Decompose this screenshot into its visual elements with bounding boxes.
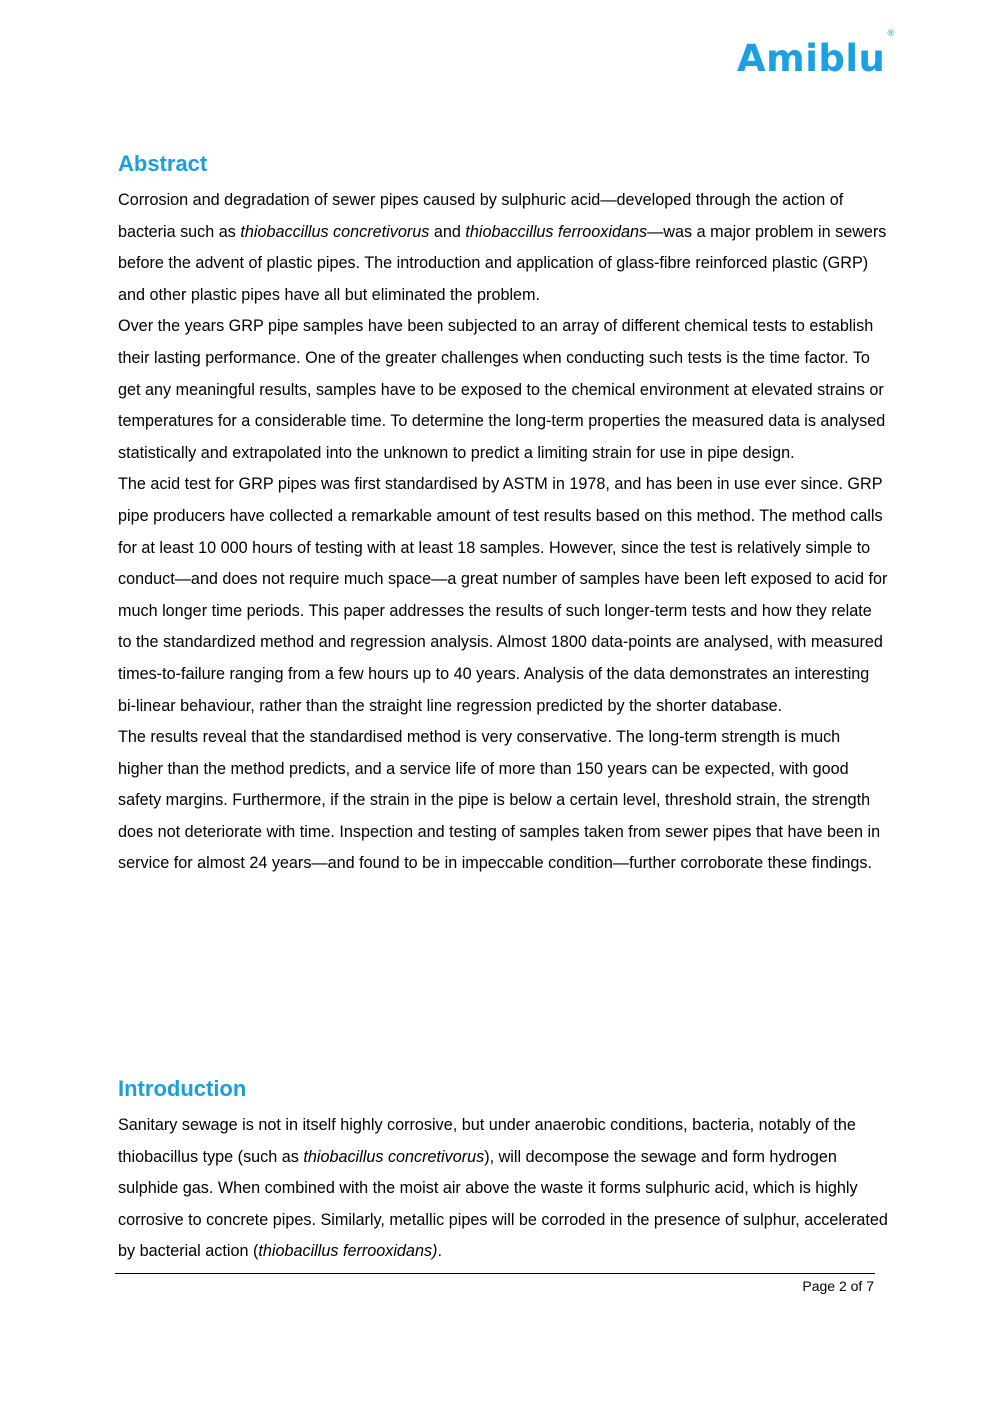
introduction-body — [118, 1110, 888, 1268]
paragraph — [118, 722, 888, 880]
text-run: ), will decompose the sewage and form hydrogen sulphide gas. When combined with the moist air above the waste it forms sulphuric acid, which is highly corrosive to concrete pipes. Similarly, metallic pipes will be corroded in the presence of sulphur, accelerated by bacterial action ( — [118, 1147, 888, 1261]
paragraph — [118, 469, 888, 722]
paragraph — [118, 185, 888, 311]
registered-mark: ® — [886, 28, 896, 39]
italic-term: thiobaccillus concretivorus — [240, 222, 430, 241]
paragraph — [118, 311, 888, 469]
text-run: The acid test for GRP pipes was first standardised by ASTM in 1978, and has been in use ever since. GRP pipe producers have collected a remarkable amount of test results based on this method. The method calls for at least 10 000 hours of testing with at least 18 samples. However, since the test is relatively simple to conduct—and does not require much space—a great number of samples have been left exposed to acid for much longer time periods. This paper addresses the results of such longer-term tests and how they relate to the standardized method and regression analysis. Almost 1800 data-points are analysed, with measured times-to-failure ranging from a few hours up to 40 years. Analysis of the data demonstrates an interesting bi-linear behaviour, rather than the straight line regression predicted by the shorter database. — [118, 475, 888, 715]
text-run: and — [429, 222, 466, 241]
text-run: Corrosion and degradation of sewer pipes caused by sulphuric acid—developed through the action of bacteria such as — [118, 191, 844, 241]
footer-divider — [115, 1273, 875, 1274]
page-number: Page 2 of 7 — [802, 1278, 874, 1294]
italic-term: thiobaccillus ferrooxidans — [465, 222, 648, 241]
text-run: Sanitary sewage is not in itself highly corrosive, but under anaerobic conditions, bacteria, notably of the thiobacillus type (such as — [118, 1116, 856, 1166]
logo-text: Amiblu — [737, 37, 886, 80]
text-run: Over the years GRP pipe samples have been subjected to an array of different chemical tests to establish their lasting performance. One of the greater challenges when conducting such tests is the time factor. To get any meaningful results, samples have to be exposed to the chemical environment at elevated strains or temperatures for a considerable time. To determine the long-term properties the measured data is analysed statistically and extrapolated into the unknown to predict a limiting strain for use in pipe design. — [118, 317, 886, 462]
text-run: —was a major problem in sewers before the advent of plastic pipes. The introduction and application of glass-fibre reinforced plastic (GRP) and other plastic pipes have all but eliminated the problem. — [118, 222, 887, 304]
italic-term: thiobacillus ferrooxidans) — [258, 1242, 438, 1261]
italic-term: thiobacillus concretivorus — [303, 1147, 485, 1166]
text-run: . — [437, 1242, 442, 1261]
amiblu-logo — [737, 28, 896, 80]
abstract-heading: Abstract — [118, 151, 208, 176]
paragraph — [118, 1110, 888, 1268]
introduction-heading: Introduction — [118, 1076, 247, 1101]
abstract-body — [118, 185, 888, 880]
text-run: The results reveal that the standardised method is very conservative. The long-term strength is much higher than the method predicts, and a service life of more than 150 years can be expected, with good safety margins. Furthermore, if the strain in the pipe is below a certain level, threshold strain, the strength does not deteriorate with time. Inspection and testing of samples taken from sewer pipes that have been in service for almost 24 years—and found to be in impeccable condition—further corroborate these findings. — [118, 728, 881, 873]
